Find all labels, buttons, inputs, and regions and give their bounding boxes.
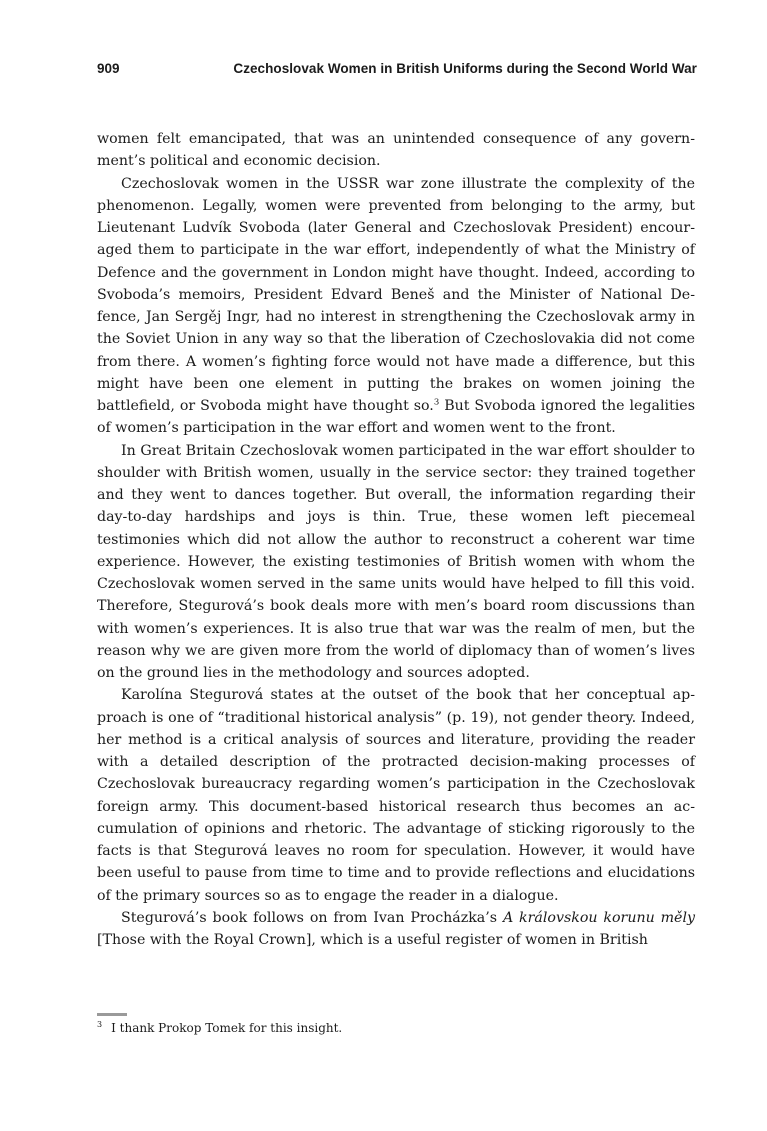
paragraph-1 bbox=[97, 128, 695, 173]
paragraph-text: In Great Britain Czechoslovak women participated in the war effort shoulder to shoulder with British women, usually in the service sector: they trained together and they went to dances together. But overall, the information regarding their day-to-day hardships and joys is thin. True, these women left piecemeal testimonies which did not allow the author to reconstruct a coherent war time experience. However, the existing testimonies of British women with whom the Czechoslovak women served in the same units would have helped to fill this void. Therefore, Stegurová’s book deals more with men’s board room discussions than with women’s experiences. It is also true that war was the realm of men, but the reason why we are given more from the world of diplomacy than of women’s lives on the ground lies in the methodology and sources adopted. bbox=[97, 442, 695, 681]
paragraph-2 bbox=[97, 173, 695, 440]
paragraph-3 bbox=[97, 440, 695, 685]
running-title: Czechoslovak Women in British Uniforms during the Second World War bbox=[233, 61, 697, 76]
page-number: 909 bbox=[97, 61, 120, 76]
paragraph-text: Stegurová’s book follows on from Ivan Procházka’s bbox=[121, 909, 503, 926]
body-text bbox=[97, 128, 695, 951]
paragraph-4 bbox=[97, 684, 695, 907]
paragraph-text: Karolína Stegurová states at the outset of the book that her conceptual approach is one of “traditional historical analysis” (p. 19), not gender theory. Indeed, her method is a critical analysis of sources and literature, providing the reader with a detailed description of the protracted decision-making processes of Czechoslovak bureaucracy regarding women’s participation in the Czechoslovak foreign army. This document-based historical research thus becomes an accumulation of opinions and rhetoric. The advantage of sticking rigorously to the facts is that Stegurová leaves no room for speculation. However, it would have been useful to pause from time to time and to provide reflections and elucidations of the primary sources so as to engage the reader in a dialogue. bbox=[97, 687, 695, 904]
paragraph-text-continued: But Svoboda ignored the legalities of women’s participation in the war effort and women went to the front. bbox=[97, 398, 695, 437]
footnote-divider bbox=[97, 1013, 127, 1016]
footnote-3 bbox=[97, 1020, 695, 1036]
paragraph-text: Czechoslovak women in the USSR war zone illustrate the complexity of the phenomenon. Legally, women were prevented from belonging to the army, but Lieutenant Ludvík Svoboda (later General and Czechoslovak President) encouraged them to participate in the war effort, independently of what the Ministry of Defence and the government in London might have thought. Indeed, according to Svoboda’s memoirs, President Edvard Beneš and the Minister of National Defence, Jan Sergěj Ingr, had no interest in strengthening the Czechoslovak army in the Soviet Union in any way so that the liberation of Czechoslovakia did not come from there. A women’s fighting force would not have made a difference, but this might have been one element in putting the brakes on women joining the battlefield, or Svoboda might have thought so. bbox=[97, 175, 695, 414]
footnote-text: I thank Prokop Tomek for this insight. bbox=[111, 1021, 343, 1035]
paragraph-5 bbox=[97, 907, 695, 952]
footnote-reference[interactable]: 3 bbox=[433, 397, 440, 408]
paragraph-text: women felt emancipated, that was an unintended consequence of any government’s political and economic decision. bbox=[97, 131, 695, 170]
paragraph-text-continued: [Those with the Royal Crown], which is a useful register of women in British bbox=[97, 932, 648, 948]
footnote-number: 3 bbox=[97, 1020, 103, 1029]
book-title-italic: A královskou korunu měly bbox=[502, 909, 695, 926]
running-header bbox=[97, 61, 697, 81]
